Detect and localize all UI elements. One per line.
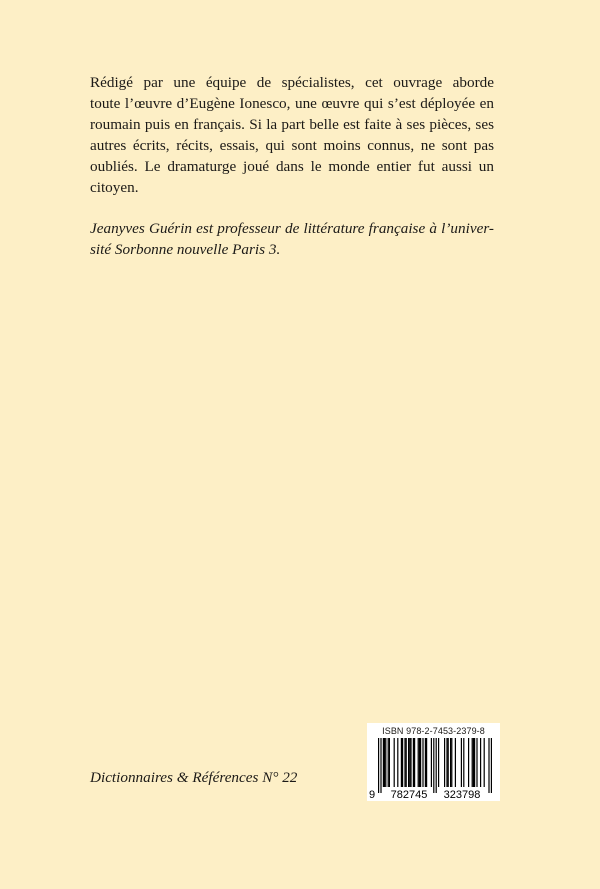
barcode-bar <box>383 738 384 787</box>
barcode-bar <box>455 738 456 787</box>
barcode-bar <box>461 738 462 787</box>
barcode-bar <box>402 738 403 787</box>
barcode-bar <box>484 738 485 787</box>
barcode-first-digit: 9 <box>368 789 376 801</box>
summary-line: autres écrits, récits, essais, qui sont moins connus, ne sont pas <box>90 137 494 154</box>
summary-line: roumain puis en français. Si la part belle est faite à ses pièces, ses <box>90 116 494 133</box>
author-note-line: sité Sorbonne nouvelle Paris 3. <box>90 241 281 258</box>
barcode-bar <box>425 738 426 787</box>
barcode-bar <box>420 738 421 787</box>
summary-line: citoyen. <box>90 179 139 196</box>
barcode-bar <box>394 738 395 787</box>
barcode-bar <box>380 738 381 793</box>
barcode-bar <box>385 738 386 787</box>
summary-line: toute l’œuvre d’Eugène Ionesco, une œuvre qui s’est déployée en <box>90 95 494 112</box>
barcode-bar <box>474 738 475 787</box>
barcode-bar <box>436 738 437 793</box>
barcode-bar <box>378 738 379 793</box>
barcode-bar <box>444 738 445 787</box>
author-note-line: Jeanyves Guérin est professeur de littérature française à l’univer- <box>90 220 494 237</box>
barcode-bar <box>406 738 407 787</box>
barcode-bar <box>488 738 489 793</box>
summary-line: oubliés. Le dramaturge joué dans le monde entier fut aussi un <box>90 158 494 175</box>
barcode-bar <box>384 738 385 787</box>
barcode-bar <box>476 738 477 787</box>
barcode-bar <box>473 738 474 787</box>
barcode-bar <box>491 738 492 793</box>
barcode-bar <box>446 738 447 787</box>
barcode-bar <box>401 738 402 787</box>
summary-paragraph <box>90 72 494 198</box>
barcode-bar <box>404 738 405 787</box>
barcode-bar <box>397 738 398 787</box>
barcode-bar <box>448 738 449 787</box>
barcode-bar <box>450 738 451 787</box>
barcode-right-digits: 323798 <box>443 789 481 801</box>
barcode-bar <box>418 738 419 787</box>
isbn-barcode <box>367 723 500 801</box>
barcode-bar <box>426 738 427 787</box>
barcode-bar <box>431 738 432 787</box>
barcode-bar <box>414 738 415 787</box>
barcode-bar <box>438 738 439 787</box>
barcode-bar <box>480 738 481 787</box>
isbn-number: ISBN 978-2-7453-2379-8 <box>382 726 485 736</box>
barcode-bar <box>419 738 420 787</box>
barcode-bar <box>409 738 410 787</box>
barcode-bar <box>463 738 464 787</box>
author-note <box>90 218 494 260</box>
barcode-bar <box>422 738 423 787</box>
barcode-bar <box>433 738 434 793</box>
barcode-bar <box>451 738 452 787</box>
barcode-bar <box>389 738 390 787</box>
barcode-bar <box>468 738 469 787</box>
barcode-bar <box>413 738 414 787</box>
barcode-bar <box>472 738 473 787</box>
barcode-left-digits: 782745 <box>390 789 428 801</box>
barcode-bar <box>408 738 409 787</box>
series-label: Dictionnaires & Références N° 22 <box>90 769 298 786</box>
barcode-bars-icon <box>367 737 500 801</box>
summary-line: Rédigé par une équipe de spécialistes, cet ouvrage aborde <box>90 74 494 91</box>
barcode-bar <box>388 738 389 787</box>
barcode-bar <box>410 738 411 787</box>
